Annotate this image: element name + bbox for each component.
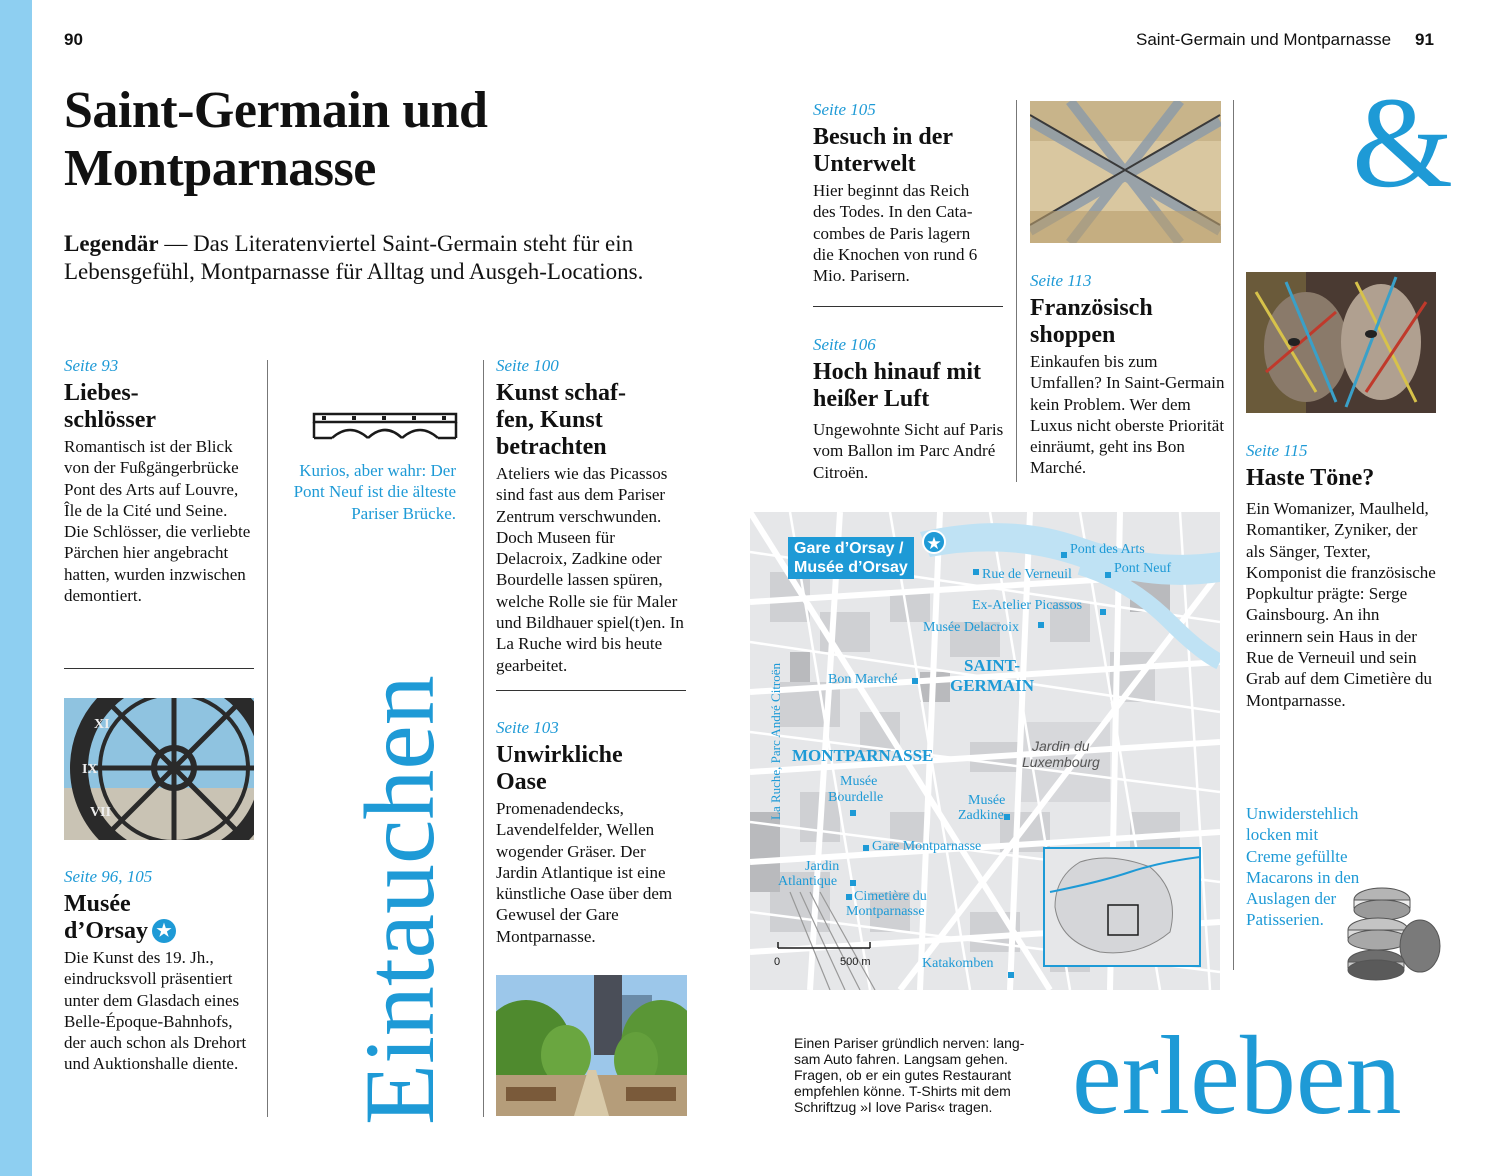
left-page-number: 90 [64,30,83,49]
article-body: Romantisch ist der Blick von der Fußgängerbrücke Pont des Arts auf Louvre, Île de la Cité und Seine. Die Schlösser, die verliebte Pärchen hier angebracht hatten, wurden inzwischen demontiert. [64,437,251,606]
map-marker [973,569,979,575]
map-label-jardin-atl-1: Jardin [805,859,840,874]
heading-line: Liebes- [64,380,139,406]
escalator-image [1030,101,1221,243]
page-title [64,82,744,198]
map-label-jardin-atl-2: Atlantique [778,874,838,889]
heading-line: schlösser [64,407,156,433]
svg-text:IX: IX [82,762,98,777]
page-reference: Seite 93 [64,356,119,375]
article-ballon [813,335,1013,483]
article-musee-dorsay [64,867,264,1075]
article-heading [813,359,1013,413]
map-label-zadkine-2: Zadkine [958,808,1004,823]
map-marker [863,845,869,851]
article-haste-toene [1246,441,1441,711]
article-body: Ungewohnte Sicht auf Paris vom Ballon im Parc André Citroën. [813,420,1004,482]
article-heading [496,742,696,796]
map-label-germain: GERMAIN [950,676,1035,695]
map-label-bon-marche: Bon Marché [828,672,898,687]
article-shoppen [1030,271,1225,479]
erleben-word: erleben [1072,1014,1402,1138]
article-heading [813,124,1013,178]
intro-paragraph [64,230,704,286]
heading-line: Kunst schaf- [496,380,627,406]
map-star-icon: ★ [922,530,946,554]
eintauchen-vertical: Eintauchen [344,675,455,1125]
map-marker [1008,972,1014,978]
page-reference: Seite 115 [1246,441,1308,460]
left-color-band [0,0,32,1176]
bon-marche-escalator-photo [1030,101,1221,243]
column-rule [267,360,268,1117]
running-head: Saint-Germain und Montparnasse [1136,30,1392,49]
map-label-katakomben: Katakomben [922,956,994,971]
svg-text:XI: XI [94,717,110,732]
map-label-rue-de-verneuil: Rue de Verneuil [982,567,1072,582]
heading-line: Unwirkliche [496,742,623,768]
scale-label-500m: 500 m [840,956,871,968]
right-page-number: 91 [1415,30,1434,49]
svg-text:VII: VII [90,805,112,820]
map-label-cimetiere-1: Cimetière du [854,889,927,904]
map-label-montparnasse: MONTPARNASSE [792,746,934,765]
article-heading [1246,465,1441,492]
article-liebesschloesser [64,356,264,606]
garden-image [496,975,687,1116]
heading-line: betrachten [496,434,607,460]
article-body: Hier beginnt das Reich des Todes. In den Catacombes de Paris lagern die Knochen von rund 6 Mio. Parisern. [813,181,978,286]
map-marker [1105,572,1111,578]
macarons-image [1340,882,1444,982]
heading-line: Besuch in der [813,124,954,150]
map-marker [850,880,856,886]
district-map [750,512,1220,990]
map-orsay-badge [788,537,914,579]
heading-line: Unterwelt [813,151,916,177]
clock-image [64,698,254,840]
map-label-bourdelle-1: Musée [840,774,878,789]
map-label-ex-atelier: Ex-Atelier Picassos [972,598,1083,613]
article-oase [496,718,696,947]
map-marker [1038,622,1044,628]
map-label-jardin-lux-1: Jardin du [1032,738,1090,754]
heading-line: Musée [64,891,131,917]
heading-line: Oase [496,769,547,795]
article-body: Ein Womanizer, Maulheld, Romantiker, Zyniker, der als Sänger, Texter, Komponist die französische Popkultur prägte: Serge Gainsbourg. An ihn erinnern sein Haus in der Rue de Verneuil und sein Grab auf dem Cimetière du Montparnasse. [1246,499,1436,710]
map-label-jardin-lux-2: Luxembourg [1022,754,1100,770]
map-label-bourdelle-2: Bourdelle [828,790,884,805]
heading-line: Französisch [1030,295,1153,321]
heading-line: Haste Töne? [1246,465,1375,491]
map-marker [1004,814,1010,820]
divider [496,690,686,691]
ampersand: & [1352,71,1454,215]
divider [813,306,1003,307]
page-reference: Seite 105 [813,100,876,119]
heading-line: shoppen [1030,322,1116,348]
jardin-atlantique-photo [496,975,687,1116]
article-body: Promenadendecks, Lavendelfelder, Wellen wogender Gräser. Der Jardin Atlantique ist eine künstliche Oase über dem Gewusel der Gare Montparnasse. [496,799,673,946]
article-heading [64,891,264,945]
map-marker [1100,609,1106,615]
map-badge-line: Gare d’Orsay / [794,540,904,557]
page-title-line-1: Saint-Germain und [64,82,488,139]
article-unterwelt [813,100,1013,286]
column-rule [1016,100,1017,482]
intro-lead: Legendär [64,231,159,256]
map-marker [1061,552,1067,558]
quote-box: Einen Pariser gründlich nerven: langsam Auto fahren. Langsam gehen. Fragen, ob er ein gutes Restaurant empfehlen könne. T-Shirts mit dem Schriftzug »I love Paris« tragen. [794,1035,1025,1115]
heading-line: Hoch hinauf mit [813,359,982,385]
orsay-clock-photo [64,698,254,840]
star-icon: ★ [152,919,176,943]
article-body: Ateliers wie das Picassos sind fast aus dem Pariser Zentrum verschwunden. Doch Museen für Delacroix, Zadkine oder Bourdelle lassen spüren, welche Rolle sie für Maler und Bildhauer spiel(t)en. In La Ruche wird bis heute gearbeitet. [496,464,684,675]
map-label-saint: SAINT- [964,656,1021,675]
street-art-image [1246,272,1436,413]
map-badge-line: Musée d’Orsay [794,559,908,576]
column-rule [1233,100,1234,970]
kurios-note: Kurios, aber wahr: Der Pont Neuf ist die älteste Pariser Brücke. [293,461,456,523]
article-body: Einkaufen bis zum Umfallen? In Saint-Germain kein Problem. Wer dem Luxus nicht oberste Priorität einräumt, geht ins Bon Marché. [1030,352,1225,478]
map-marker [846,894,852,900]
article-body: Die Kunst des 19. Jh., eindrucksvoll präsentiert unter dem Glasdach eines Belle-Époque-Bahnhofs, der auch schon als Drehort und Auktionshalle diente. [64,948,247,1074]
map-label-cimetiere-2: Montparnasse [846,904,925,919]
intro-text: — Das Literatenviertel Saint-Germain steht für ein Lebensgefühl, Montparnasse für Alltag und Ausgeh-Locations. [64,231,644,284]
gainsbourg-street-art-photo [1246,272,1436,413]
heading-line: heißer Luft [813,386,930,412]
map-label-musee-delacroix: Musée Delacroix [923,620,1020,635]
page-reference: Seite 103 [496,718,559,737]
page-reference: Seite 100 [496,356,559,375]
heading-line: fen, Kunst [496,407,603,433]
heading-line: d’Orsay [64,918,148,944]
page-reference: Seite 113 [1030,271,1092,290]
macarons-note: Unwiderstehlich locken mit Creme gefüllte Macarons in den Auslagen der Patisserien. [1246,804,1360,930]
article-kunst [496,356,696,676]
map-label-pont-neuf: Pont Neuf [1114,561,1172,576]
article-heading [496,380,696,461]
map-label-la-ruche: La Ruche, Parc André Citroën [768,662,783,820]
bridge-icon [312,410,458,440]
map-marker [912,678,918,684]
page-reference: Seite 96, 105 [64,867,153,886]
article-heading [64,380,264,434]
scale-label-zero: 0 [774,956,781,968]
article-heading [1030,295,1225,349]
divider [64,668,254,669]
map-label-gare-montparnasse: Gare Montparnasse [872,839,982,854]
page-reference: Seite 106 [813,335,876,354]
page-title-line-2: Montparnasse [64,140,376,197]
column-rule [483,360,484,1117]
map-label-zadkine-1: Musée [968,793,1006,808]
map-label-pont-des-arts: Pont des Arts [1070,542,1145,557]
map-marker [850,810,856,816]
